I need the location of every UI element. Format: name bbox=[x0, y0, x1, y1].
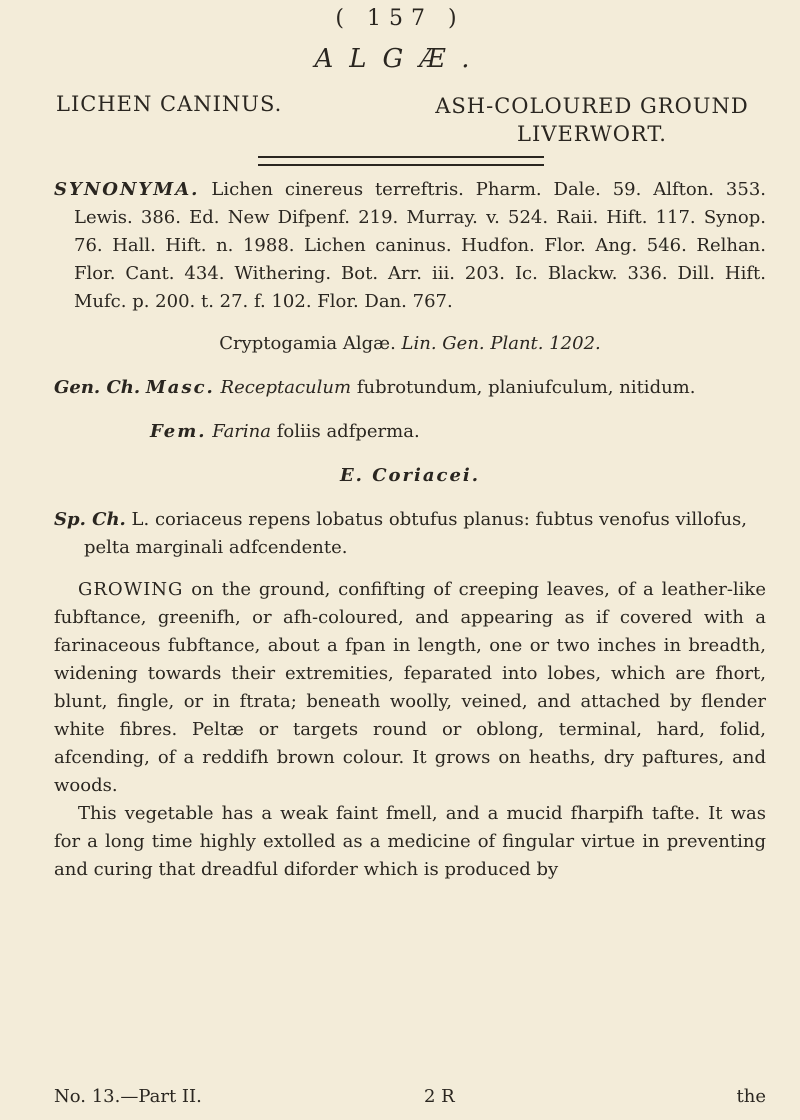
masc-label: Masc. bbox=[145, 377, 215, 398]
description-text-1: on the ground, confifting of creeping leaves, of a leather-like fubftance, greenifh, or afh-coloured, and appearing as if covered with a farinaceous fubftance, about a fpan in length, one or two inches in breadth, widening towards their extremities, feparated into lobes, which are fhort, blunt, fingle, or in ftrata; beneath woolly, veined, and attached by flender white fibres. Peltæ or targets round or oblong, terminal, hard, folid, afcending, of a reddifh brown colour. It grows on heaths, dry paftures, and woods. bbox=[54, 579, 766, 796]
division bbox=[54, 462, 766, 490]
class-ref: Lin. Gen. Plant. 1202. bbox=[401, 333, 601, 354]
page-number: ( 157 ) bbox=[335, 6, 465, 31]
description-lead: GROWING bbox=[78, 579, 184, 600]
generic-character-male bbox=[54, 374, 766, 402]
synonyma-paragraph bbox=[54, 176, 766, 316]
signature-mark: 2 R bbox=[424, 1086, 455, 1107]
synonyma-text: Lichen cinereus terreftris. Pharm. Dale. 59. Alfton. 353. Lewis. 386. Ed. New Difpenf. 219. Murray. v. 524. Raii. Hift. 117. Synop. 76. Hall. Hift. n. 1988. Lichen caninus. Hudfon. Flor. Ang. 546. Relhan. Flor. Cant. 434. Withering. Bot. Arr. iii. 203. Ic. Blackw. 336. Dill. Hift. Mufc. p. 200. t. 27. f. 102. Flor. Dan. 767. bbox=[74, 179, 766, 312]
entry-body bbox=[54, 176, 766, 884]
division-label: E. Coriacei. bbox=[339, 465, 481, 486]
synonyma-label: SYNONYMA. bbox=[54, 179, 200, 200]
classification bbox=[54, 330, 766, 358]
fem-term: Farina bbox=[212, 421, 271, 442]
double-rule bbox=[258, 156, 544, 166]
description-paragraph-1 bbox=[54, 576, 766, 800]
part-number: No. 13.—Part II. bbox=[54, 1086, 202, 1107]
sp-ch-text: L. coriaceus repens lobatus obtufus planus: fubtus venofus villofus, pelta marginali adfcendente. bbox=[84, 509, 747, 558]
catchword: the bbox=[736, 1086, 766, 1107]
description-paragraph-2: This vegetable has a weak faint fmell, and a mucid fharpifh tafte. It was for a long time highly extolled as a medicine of fingular virtue in preventing and curing that dreadful diforder which is produced by bbox=[54, 803, 766, 880]
generic-character-female bbox=[54, 418, 766, 446]
masc-term: Receptaculum bbox=[220, 377, 352, 398]
fem-label: Fem. bbox=[150, 421, 207, 442]
fem-text: foliis adfperma. bbox=[276, 421, 420, 442]
english-name: ASH-COLOURED GROUND LIVERWORT. bbox=[435, 94, 749, 146]
latin-name: LICHEN CANINUS. bbox=[56, 92, 283, 116]
gen-ch-label: Gen. Ch. bbox=[54, 377, 141, 398]
specific-character bbox=[54, 506, 766, 562]
sp-ch-label: Sp. Ch. bbox=[54, 509, 126, 530]
masc-text: fubrotundum, planiufculum, nitidum. bbox=[356, 377, 696, 398]
class-name: Cryptogamia Algæ. bbox=[219, 333, 396, 354]
section-title: ALGÆ. bbox=[314, 44, 486, 74]
